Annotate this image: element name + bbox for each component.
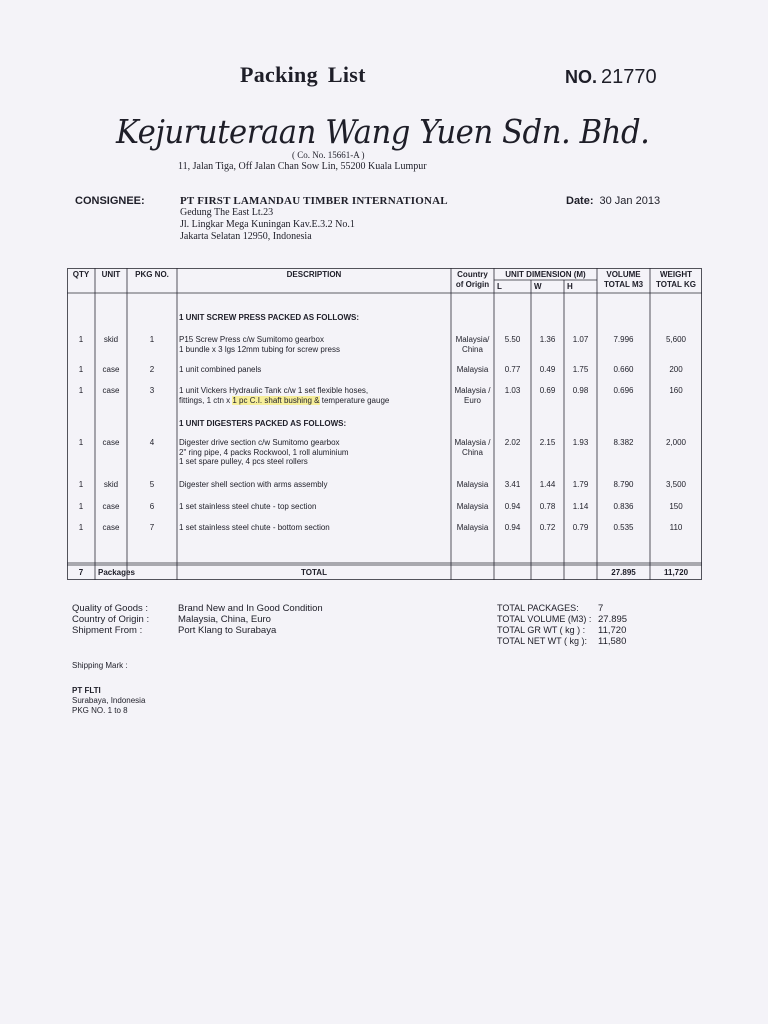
header-volume-line2: TOTAL M3 xyxy=(603,280,644,289)
desc-line: 2" ring pipe, 4 packs Rockwool, 1 roll aluminium xyxy=(179,447,349,457)
consignee-block xyxy=(180,195,448,243)
total-volume-value: 27.895 xyxy=(598,614,628,625)
consignee-line: Gedung The East Lt.23 xyxy=(180,207,274,218)
total-label: TOTAL xyxy=(301,568,327,577)
summary-labels xyxy=(72,603,149,636)
cell-pkg: 3 xyxy=(149,386,155,395)
consignee-line: Jl. Lingkar Mega Kuningan Kav.E.3.2 No.1 xyxy=(180,219,355,230)
header-country xyxy=(451,270,494,290)
cell-qty: 1 xyxy=(78,502,84,511)
cell-l: 2.02 xyxy=(504,438,521,447)
company-name: Kejuruteraan Wang Yuen Sdn. Bhd. xyxy=(116,112,650,151)
total-packages-value: 7 xyxy=(598,603,604,614)
cell-w: 1.36 xyxy=(539,335,556,344)
header-unit: UNIT xyxy=(101,270,121,279)
shipping-mark-block xyxy=(72,686,145,716)
cell-weight: 2,000 xyxy=(665,438,687,447)
cell-unit: case xyxy=(102,502,120,511)
desc-segment: fittings, 1 ctn x xyxy=(179,395,233,405)
header-qty: QTY xyxy=(72,270,90,279)
section-heading-digesters: 1 UNIT DIGESTERS PACKED AS FOLLOWS: xyxy=(179,419,347,428)
document-number-value: 21770 xyxy=(601,66,657,88)
highlighted-text: 1 pc C.I. shaft bushing & xyxy=(232,395,320,405)
cell-volume: 0.696 xyxy=(613,386,634,395)
cell-volume: 0.535 xyxy=(613,523,634,532)
cell-w: 0.49 xyxy=(539,365,556,374)
cell-qty: 1 xyxy=(78,365,84,374)
document-number xyxy=(565,66,657,89)
desc-line xyxy=(179,396,389,406)
cell-l: 3.41 xyxy=(504,480,521,489)
total-gross-label: TOTAL GR WT ( kg ) : xyxy=(497,625,586,635)
header-unit-dimension: UNIT DIMENSION (M) xyxy=(505,270,586,279)
cell-pkg: 4 xyxy=(149,438,155,447)
total-qty: 7 xyxy=(78,568,84,577)
cell-unit: case xyxy=(102,365,120,374)
desc-line: 1 unit Vickers Hydraulic Tank c/w 1 set flexible hoses, xyxy=(179,386,369,395)
cell-qty: 1 xyxy=(78,438,84,447)
cell-description xyxy=(179,335,340,354)
origin-value: Malaysia, China, Euro xyxy=(178,614,271,625)
header-volume xyxy=(597,270,650,290)
cell-l: 1.03 xyxy=(504,386,521,395)
cell-l: 0.77 xyxy=(504,365,521,374)
cell-unit: case xyxy=(102,386,120,395)
title-word-2: List xyxy=(327,62,366,87)
date-label: Date: xyxy=(566,195,594,207)
cell-pkg: 2 xyxy=(149,365,155,374)
cell-weight: 3,500 xyxy=(665,480,687,489)
company-address: 11, Jalan Tiga, Off Jalan Chan Sow Lin, 55200 Kuala Lumpur xyxy=(178,161,427,172)
date-value: 30 Jan 2013 xyxy=(599,195,661,207)
header-weight-line1: WEIGHT xyxy=(660,270,692,279)
shipping-mark-city: Surabaya, Indonesia xyxy=(72,696,146,705)
cell-h: 1.14 xyxy=(572,502,589,511)
cell-weight: 150 xyxy=(669,502,683,511)
shipment-from-value: Port Klang to Surabaya xyxy=(178,625,277,636)
totals-values xyxy=(598,603,627,647)
cell-qty: 1 xyxy=(78,480,84,489)
cell-weight: 200 xyxy=(669,365,683,374)
header-country-line1: Country xyxy=(457,270,488,279)
cell-weight: 160 xyxy=(669,386,683,395)
quality-value: Brand New and In Good Condition xyxy=(178,603,323,614)
cell-volume: 8.790 xyxy=(613,480,634,489)
cell-l: 5.50 xyxy=(504,335,521,344)
cell-h: 1.75 xyxy=(572,365,589,374)
cell-w: 1.44 xyxy=(539,480,556,489)
cell-pkg: 7 xyxy=(149,523,155,532)
section-heading-screw-press: 1 UNIT SCREW PRESS PACKED AS FOLLOWS: xyxy=(179,313,360,322)
cell-origin xyxy=(451,386,494,405)
cell-description: Digester shell section with arms assembly xyxy=(179,480,328,489)
cell-qty: 1 xyxy=(78,386,84,395)
desc-line: Digester drive section c/w Sumitomo gearbox xyxy=(179,438,340,447)
desc-segment: temperature gauge xyxy=(319,395,390,405)
cell-qty: 1 xyxy=(78,523,84,532)
header-country-line2: of Origin xyxy=(455,280,490,289)
company-reg-no: ( Co. No. 15661-A ) xyxy=(292,150,365,160)
cell-w: 2.15 xyxy=(539,438,556,447)
consignee-label: CONSIGNEE: xyxy=(75,195,145,207)
shipping-mark-name: PT FLTI xyxy=(72,686,101,695)
header-h: H xyxy=(567,282,573,291)
desc-line: P15 Screw Press c/w Sumitomo gearbox xyxy=(179,335,324,344)
total-volume-label: TOTAL VOLUME (M3) : xyxy=(497,614,592,624)
total-packages-label: TOTAL PACKAGES: xyxy=(497,603,579,613)
cell-h: 0.98 xyxy=(572,386,589,395)
cell-volume: 0.836 xyxy=(613,502,634,511)
header-pkg: PKG NO. xyxy=(135,270,169,279)
header-weight xyxy=(650,270,702,290)
total-weight: 11,720 xyxy=(663,568,689,577)
cell-origin xyxy=(451,438,494,457)
cell-w: 0.69 xyxy=(539,386,556,395)
total-net-value: 11,580 xyxy=(598,636,627,647)
cell-volume: 0.660 xyxy=(613,365,634,374)
shipping-mark-pkg: PKG NO. 1 to 8 xyxy=(72,706,128,715)
cell-pkg: 1 xyxy=(149,335,155,344)
total-gross-value: 11,720 xyxy=(598,625,627,636)
cell-unit: skid xyxy=(103,480,119,489)
cell-weight: 5,600 xyxy=(665,335,687,344)
cell-unit: case xyxy=(102,523,120,532)
cell-origin: Malaysia xyxy=(456,365,489,374)
document-title xyxy=(240,62,366,88)
origin-line: Malaysia / xyxy=(454,386,491,395)
cell-unit: case xyxy=(102,438,120,447)
cell-h: 1.79 xyxy=(572,480,589,489)
cell-pkg: 5 xyxy=(149,480,155,489)
cell-unit: skid xyxy=(103,335,119,344)
header-volume-line1: VOLUME xyxy=(606,270,641,279)
cell-weight: 110 xyxy=(669,523,683,532)
cell-description: 1 unit combined panels xyxy=(179,365,262,374)
cell-description: 1 set stainless steel chute - top section xyxy=(179,502,317,511)
consignee-line: Jakarta Selatan 12950, Indonesia xyxy=(180,231,312,242)
header-w: W xyxy=(534,282,542,291)
origin-line: Malaysia / xyxy=(454,438,491,447)
totals-labels xyxy=(497,603,591,647)
cell-w: 0.78 xyxy=(539,502,556,511)
total-volume: 27.895 xyxy=(611,568,636,577)
cell-description: 1 set stainless steel chute - bottom section xyxy=(179,523,330,532)
cell-qty: 1 xyxy=(78,335,84,344)
origin-line: Malaysia/ xyxy=(455,335,490,344)
total-unit: Packages xyxy=(98,568,135,577)
shipment-from-label: Shipment From : xyxy=(72,625,143,636)
title-word-1: Packing xyxy=(240,62,318,87)
desc-line: 1 set spare pulley, 4 pcs steel rollers xyxy=(179,457,308,466)
total-net-label: TOTAL NET WT ( kg ): xyxy=(497,636,588,646)
cell-h: 0.79 xyxy=(572,523,589,532)
cell-description xyxy=(179,386,389,405)
document-number-label: NO. xyxy=(565,67,598,87)
origin-line: China xyxy=(462,447,483,457)
summary-values xyxy=(178,603,323,636)
cell-l: 0.94 xyxy=(504,502,521,511)
desc-line: 1 bundle x 3 lgs 12mm tubing for screw press xyxy=(179,344,340,354)
cell-origin xyxy=(451,335,494,354)
cell-description xyxy=(179,438,349,467)
header-weight-line2: TOTAL KG xyxy=(656,280,696,289)
cell-l: 0.94 xyxy=(504,523,521,532)
origin-line: China xyxy=(462,344,483,354)
header-description: DESCRIPTION xyxy=(286,270,342,279)
cell-volume: 7.996 xyxy=(613,335,634,344)
consignee-name: PT FIRST LAMANDAU TIMBER INTERNATIONAL xyxy=(180,195,448,207)
date-field xyxy=(566,195,660,207)
cell-pkg: 6 xyxy=(149,502,155,511)
origin-label: Country of Origin : xyxy=(72,614,150,625)
cell-origin: Malaysia xyxy=(456,502,489,511)
shipping-mark-label: Shipping Mark : xyxy=(72,661,128,670)
quality-label: Quality of Goods : xyxy=(72,603,149,614)
table-grid xyxy=(67,268,702,580)
cell-origin: Malaysia xyxy=(456,480,489,489)
cell-origin: Malaysia xyxy=(456,523,489,532)
cell-h: 1.93 xyxy=(572,438,589,447)
cell-h: 1.07 xyxy=(572,335,589,344)
header-l: L xyxy=(497,282,502,291)
origin-line: Euro xyxy=(464,395,481,405)
packing-table xyxy=(67,268,702,580)
cell-w: 0.72 xyxy=(539,523,556,532)
cell-volume: 8.382 xyxy=(613,438,634,447)
